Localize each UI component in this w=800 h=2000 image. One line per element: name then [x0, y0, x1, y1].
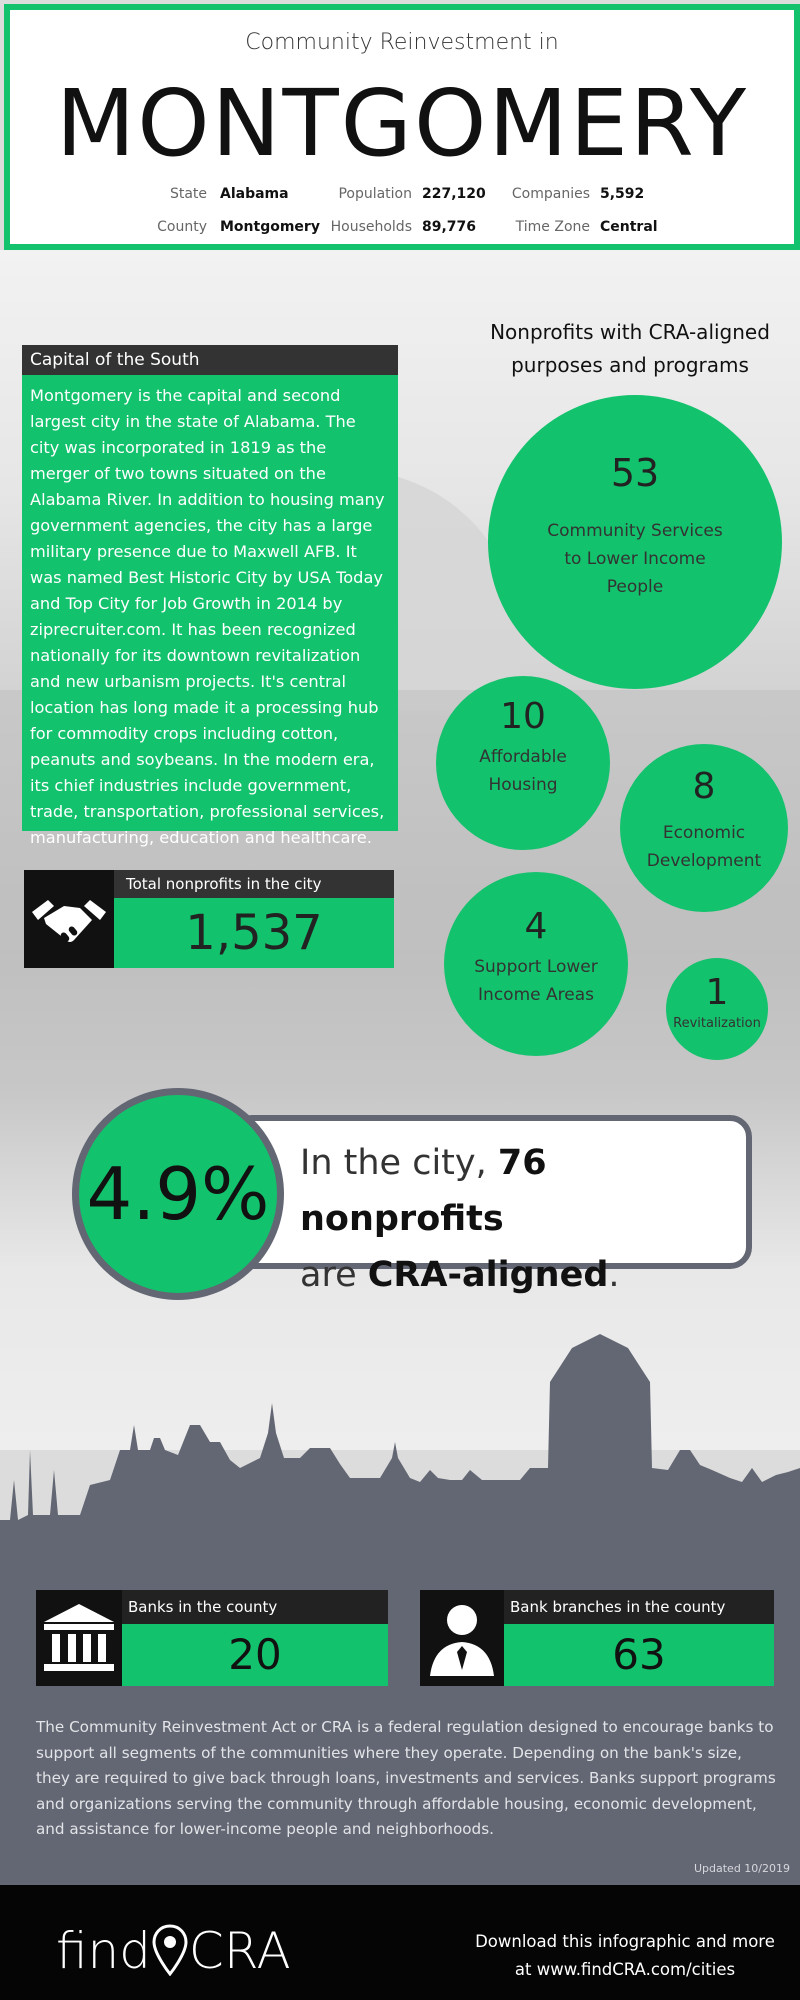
bubble-value: 8: [692, 766, 716, 807]
bubble-value: 53: [610, 451, 660, 495]
logo-cra: CRA: [188, 1922, 291, 1980]
statement-suffix: .: [608, 1255, 620, 1295]
state-value: Alabama: [220, 186, 289, 202]
download-line-1: Download this infographic and more: [475, 1932, 775, 1951]
nonprofits-heading: Nonprofits with CRA-aligned purposes and programs: [490, 320, 770, 377]
timezone-value: Central: [600, 219, 658, 235]
statement-middle: are: [300, 1255, 357, 1295]
cra-aligned-percent: 4.9%: [72, 1088, 284, 1300]
location-pin-icon: [152, 1924, 188, 1976]
state-label: State: [169, 186, 207, 202]
bubble-value: 1: [705, 972, 729, 1013]
capital-description: Montgomery is the capital and second largest city in the state of Alabama. The city was incorporated in 1819 as the merger of two towns situated on the Alabama River. In addition to housing many government agencies, the city has a large military presence due to Maxwell AFB. It was named Best Historic City by USA Today and Top City for Job Growth in 2014 by ziprecruiter.com. It has been recognized nationally for its downtown revitalization and new urbanism projects. It's central location has long made it a processing hub for commodity crops including cotton, peanuts and soybeans. In the modern era, its chief industries include government, trade, transportation, professional services, manufacturing, education and healthcare.: [22, 375, 398, 831]
bubble-economic-development: [620, 744, 788, 912]
county-value: Montgomery: [220, 219, 320, 235]
header-panel: [4, 4, 800, 250]
download-cta[interactable]: [470, 1928, 780, 1984]
bank-building-icon: [36, 1590, 122, 1686]
population-value: 227,120: [422, 186, 486, 202]
city-title: MONTGOMERY: [55, 70, 749, 177]
bubble-affordable-housing: [436, 676, 610, 850]
header-subtitle: Community Reinvestment in: [245, 30, 559, 55]
updated-date: Updated 10/2019: [693, 1862, 790, 1875]
skyline-silhouette: [0, 1330, 800, 1530]
statement-term: CRA-aligned: [367, 1255, 609, 1295]
findcra-logo: [56, 1922, 291, 1980]
bubble-label: Support Lower Income Areas: [474, 957, 598, 1005]
bubble-value: 10: [500, 696, 546, 737]
bubble-support-lower-income: [444, 872, 628, 1056]
statement-prefix: In the city,: [300, 1143, 487, 1183]
cra-description: The Community Reinvestment Act or CRA is a federal regulation designed to encourage banks to support all segments of the communities where they operate. Depending on the bank's size, they are required to give back through loans, investments and services. Banks support programs and organizations serving the community through affordable housing, economic development, and assistance for lower-income people and neighborhoods.: [36, 1718, 776, 1838]
banker-person-icon: [420, 1590, 504, 1686]
handshake-icon: [24, 870, 114, 968]
bubble-revitalization: [666, 958, 768, 1060]
total-nonprofits-label: Total nonprofits in the city: [114, 870, 394, 898]
cra-aligned-statement: [300, 1135, 740, 1303]
total-nonprofits-value: 1,537: [114, 898, 394, 968]
statement-count: 76 nonprofits: [300, 1143, 547, 1239]
logo-find: find: [56, 1922, 151, 1980]
bubble-label: Economic Development: [646, 823, 762, 871]
bubble-value: 4: [524, 906, 548, 947]
households-label: Households: [330, 219, 412, 235]
banks-value: 20: [122, 1624, 388, 1686]
households-value: 89,776: [422, 219, 477, 235]
download-link[interactable]: at www.findCRA.com/cities: [514, 1960, 736, 1979]
companies-label: Companies: [511, 186, 590, 202]
bubble-label: Revitalization: [673, 1016, 761, 1031]
banks-label: Banks in the county: [122, 1590, 388, 1624]
bubble-label: Affordable Housing: [479, 747, 567, 795]
capital-title: Capital of the South: [22, 345, 398, 375]
branches-label: Bank branches in the county: [504, 1590, 774, 1624]
population-label: Population: [338, 186, 412, 202]
county-label: County: [157, 219, 207, 235]
timezone-label: Time Zone: [515, 219, 590, 235]
companies-value: 5,592: [600, 186, 645, 202]
bubble-community-services: [488, 395, 782, 689]
branches-value: 63: [504, 1624, 774, 1686]
bubble-label: Community Services to Lower Income People: [547, 521, 723, 597]
